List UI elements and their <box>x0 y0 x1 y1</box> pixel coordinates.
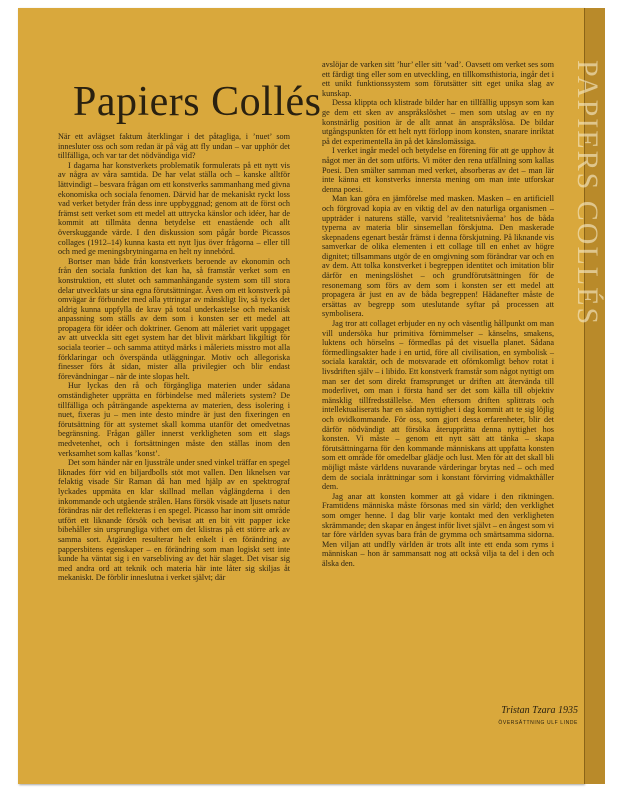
paragraph: Man kan göra en jämförelse med masken. Masken – en artificiell och förgrovad kopia av en viktig del av den naturliga organismen – uppträder i naturens ställe, varvid ’realitetsnivåerna’ hos de båda typerna av materia blir sinsemellan förskjutna. Den maskerade skepnadens egenart består främst i denna förskjutning. På liknande vis samverkar de olika elementen i ett collage till en enhet av högre dignitet; tillsammans utgör de en omgivning som förändrar var och en av dem. Att tolka konstverket i begreppen identitet och imitation blir därför en meningslöshet – och grundförutsättningen för de resonemang som förs av dem som i konsten ser ett medel att propagera är just en av de båda begreppen! Hädanefter måste de ersättas av begrepp som uteslutande syftar på processen att symbolisera. <box>322 194 554 319</box>
text-column-right <box>322 60 554 700</box>
paragraph: I verket ingår medel och betydelse en förening för att ge upphov åt något mer än det som utförts. Vi möter den rena utfällning som kallas Poesi. Den smälter samman med verket, absorberas av det – man lär inte känna ett konstverks innersta mening om man inte utforskar denna poesi. <box>322 146 554 194</box>
paragraph: I dagarna har konstverkets problematik formulerats på ett nytt vis av några av våra samtida. De har velat ställa och – kanske alltför lättvindigt – besvara frågan om ett konstverks sammanhang med givna ekonomiska och sociala fenomen. Därvid har de mekaniskt ryckt loss vad verket betyder från dess inre uppbyggnad; genom att de först och främst sett verket som ett medel att uttrycka känslor och idéer, har de kommit att tillmäta denna betydelse ett enastående och allt överskuggande värde. I den diskussion som pågår borde Picassos collages (1912–14) kunna kasta ett nytt ljus över frågorna – eller till och med ge meningsbrytningarna en helt ny innebörd. <box>58 160 290 257</box>
paragraph: Dessa klippta och klistrade bilder har en tillfällig uppsyn som kan ge dem ett sken av anspråkslöshet – men som utslag av en ny konstnärlig position är de allt annat än anspråkslösa. De bildar utgångspunkten för ett helt nytt förlopp inom konsten, snarare inriktat på det experimentella än på det känslomässiga. <box>322 98 554 146</box>
paragraph: Bortser man både från konstverkets beroende av ekonomin och från den sociala funktion det kan ha, så framstår verket som en konstruktion, ett slutet och sammanhängande system som till stora delar utvecklats ur sina egna förutsättningar. Även om ett konstverk på omvägar är förbundet med alla yttringar av mänskligt liv, så tycks det aldrig kunna uppfylla de krav på total underkastelse och mekanisk anpassning som ställs av dem som i konsten ser ett medel att propagera för idéer och doktriner. Genom att måleriet varit uppgaget av att utveckla sitt eget system har det blivit märkbart likgiltigt för sociala teorier – och samma attityd märks i måleriets misstro mot alla förklaringar och överspända utläggningar. Motiv och allegoriska finesser förs åt sidan, mister alla privilegier och blir endast förevändningar – när de inte slopas helt. <box>58 256 290 381</box>
translator-credit: ÖVERSÄTTNING ULF LINDE <box>498 720 578 726</box>
spine-title: PAPIERS COLLÉS <box>571 60 604 327</box>
page-title: Papiers Collés <box>73 79 322 125</box>
paragraph: Hur lyckas den rå och förgängliga materien under sådana omständigheter upprätta en förbindelse med måleriets system? De tillfälliga och påträngande aspekterna av materien, dess isolering i nuet, fixeras ju – men inte desto mindre är just den fixeringen en förutsättning för att systemet skall komma utanför det omedvetnas begränsning. Frågan gäller innerst verkligheten som ett slags medvetenhet, och i fortsättningen måste den ställas inom den verksamhet som kallas ’konst’. <box>58 381 290 458</box>
author-signature: Tristan Tzara 1935 <box>501 705 578 716</box>
paragraph: Det som händer när en ljusstråle under sned vinkel träffar en spegel liknades förr vid en biljardbolls stöt mot vallen. Den liknelsen var felaktig visade Sir Raman då han med hjälp av en spektrograf lyckades uppmäta en klar skillnad mellan våglängderna i den inkommande och utgående strålen. Hans försök visade att ljusets natur förändras när det reflekteras i en spegel. Picasso har inom sitt område utfört ett liknande försök och bevisat att en bit vitt papper icke bibehåller sin ursprungliga vithet om det klistras på ett större ark av samma sort. Åtgärden resulterar helt enkelt i en förändring av pappersbitens egenskaper – en förändring som man logiskt sett inte kunde ha väntat sig i en varsebliving av det här slaget. Det visar sig med andra ord att teknik och materia här inte låter sig skiljas åt mekaniskt. De förblir inneslutna i verket självt; där <box>58 458 290 583</box>
paragraph: När ett avlägset faktum återklingar i det påtagliga, i ’nuet’ som innesluter oss och som redan är på väg att fly undan – var upphör det tillfälliga, och var tar det nödvändiga vid? <box>58 132 290 161</box>
paragraph: avslöjar de varken sitt ’hur’ eller sitt ’vad’. Oavsett om verket ses som ett färdigt ting eller som en utveckling, en tillkomsthistoria, ingår det i ett unikt funktionssystem som förutsätter sitt eget unika slag av kunskap. <box>322 60 554 98</box>
paragraph: Jag tror att collaget erbjuder en ny och väsentlig hållpunkt om man vill undersöka hur primitiva förnimmelser – känselns, smakens, luktens och hörselns – förmedlas på det visuella planet. Sådana förmedlingsakter hade i en urtid, före all civilisation, en symbolisk – sociala karaktär, och de motsvarade ett oförnkomligt behov rotat i livsdriften själv – i libido. Ett konstverk framstår som något nyttigt om man ser det som direkt framsprunget ur driften att återvända till moderlivet, om man i första hand ser det som källa till objektiv mänsklig tillfredsställelse. Men eftersom driften splittrats och intellektualiserats har en sådan nyttighet i dag kommit att te sig löjlig och ovidkommande. För oss, som gjort dessa erfarenheter, blir det därför nödvändigt att försöka återupprätta denna nyttighet hos konsten. Vi måste – genom ett nytt sätt att tänka – skapa förutsättningarna för den kommande människans att uppfatta konsten som ett område för omedelbar glädje och lust. Men för att det skall bli möjligt måste världens nuvarande värderingar brytas ned – och med dem de sociala inrättningar som i konstant förvirring vidmakthåller dem. <box>322 319 554 492</box>
text-column-left <box>58 132 290 583</box>
paragraph: Jag anar att konsten kommer att gå vidare i den riktningen. Framtidens människa måste försonas med sin värld; den verklighet som omger henne. I dag blir varje kontakt med den verkligheten skrämmande; den skapar en ångest inför livet självt – en ångest som vi tar före världen syvas bara från de grymma och smärtsamma sidorna. Men viljan att undfly världen är trots allt inte ett enda som ryms i människan – hon är sammansatt nog att också vilja ta del i den och älska den. <box>322 491 554 568</box>
